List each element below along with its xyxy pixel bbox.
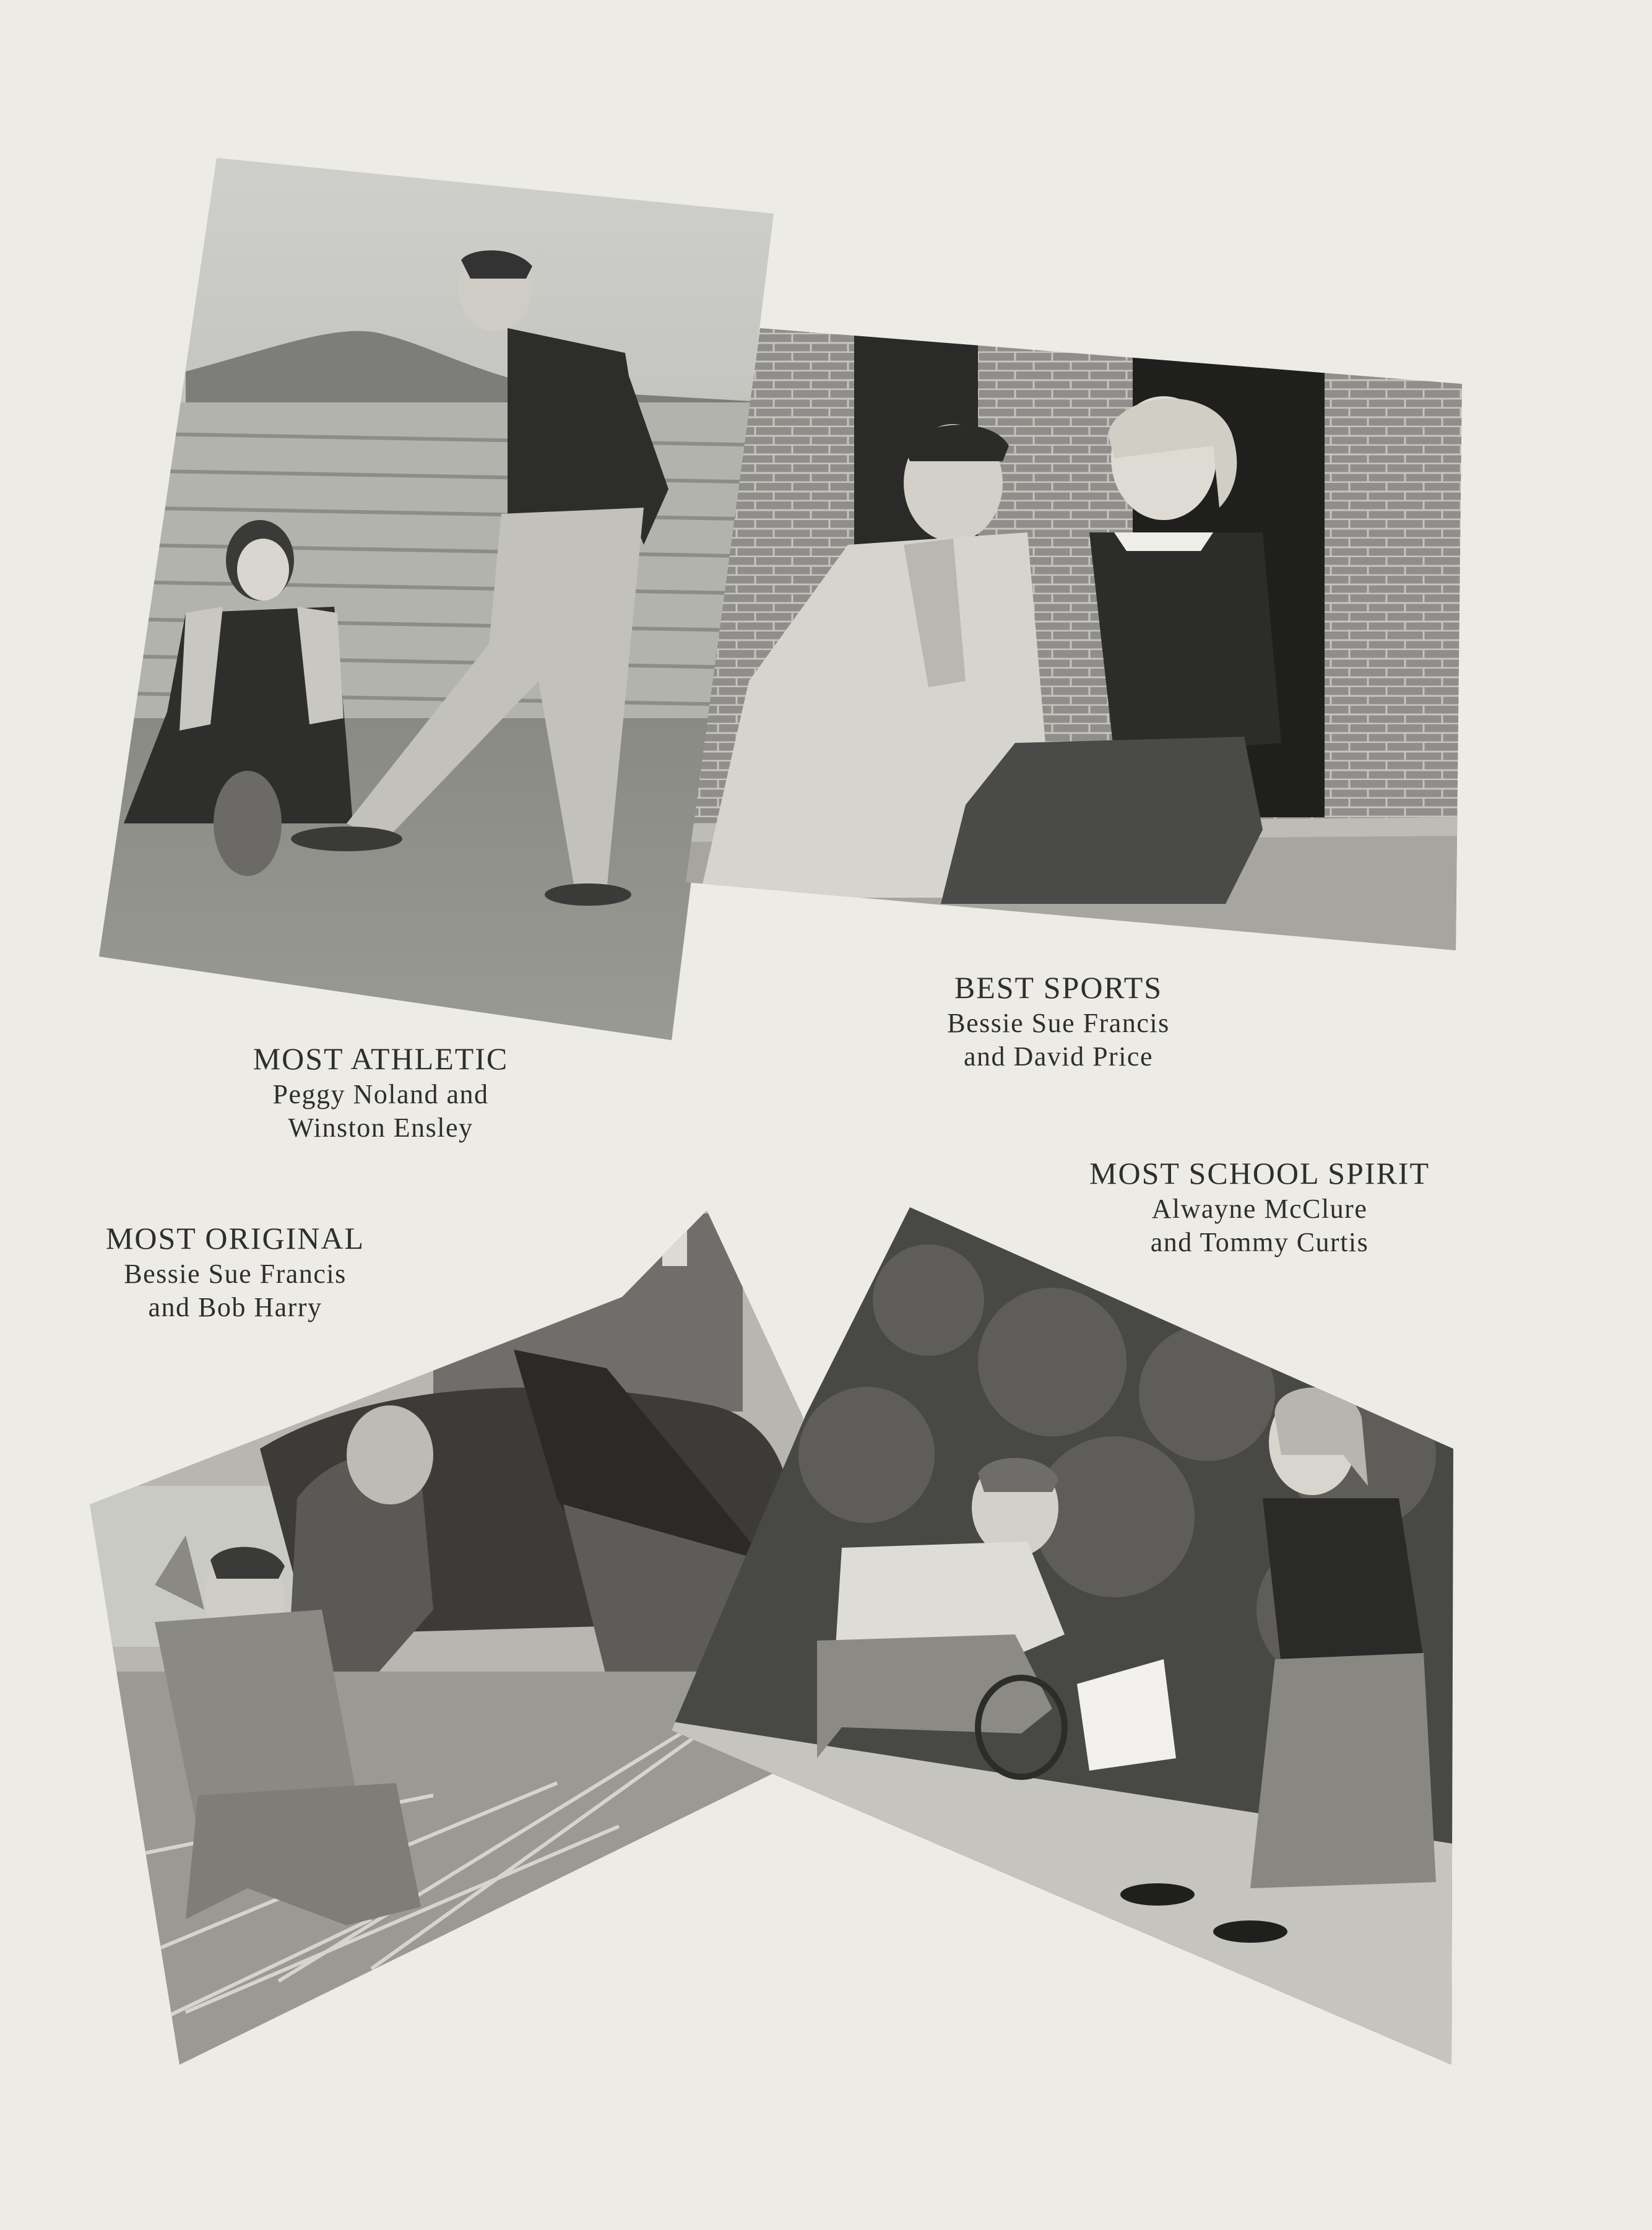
caption-title: BEST SPORTS	[954, 970, 1163, 1005]
caption-names-line: and Bob Harry	[148, 1291, 322, 1322]
caption-most-athletic	[207, 1040, 554, 1144]
caption-names-line: and David Price	[964, 1041, 1153, 1072]
caption-names-line: Winston Ensley	[288, 1112, 474, 1143]
caption-names-line: Bessie Sue Francis	[947, 1008, 1170, 1038]
caption-names-line: Bessie Sue Francis	[124, 1259, 347, 1289]
caption-title: MOST SCHOOL SPIRIT	[1089, 1156, 1430, 1191]
caption-names-line: Alwayne McClure	[1151, 1194, 1368, 1224]
caption-names-line: Peggy Noland and	[272, 1079, 489, 1109]
caption-most-original	[62, 1220, 409, 1324]
caption-title: MOST ORIGINAL	[105, 1221, 365, 1256]
caption-best-sports	[885, 969, 1232, 1073]
caption-most-school-spirit	[1062, 1155, 1458, 1259]
caption-title: MOST ATHLETIC	[253, 1041, 509, 1076]
caption-names-line: and Tommy Curtis	[1150, 1226, 1369, 1257]
